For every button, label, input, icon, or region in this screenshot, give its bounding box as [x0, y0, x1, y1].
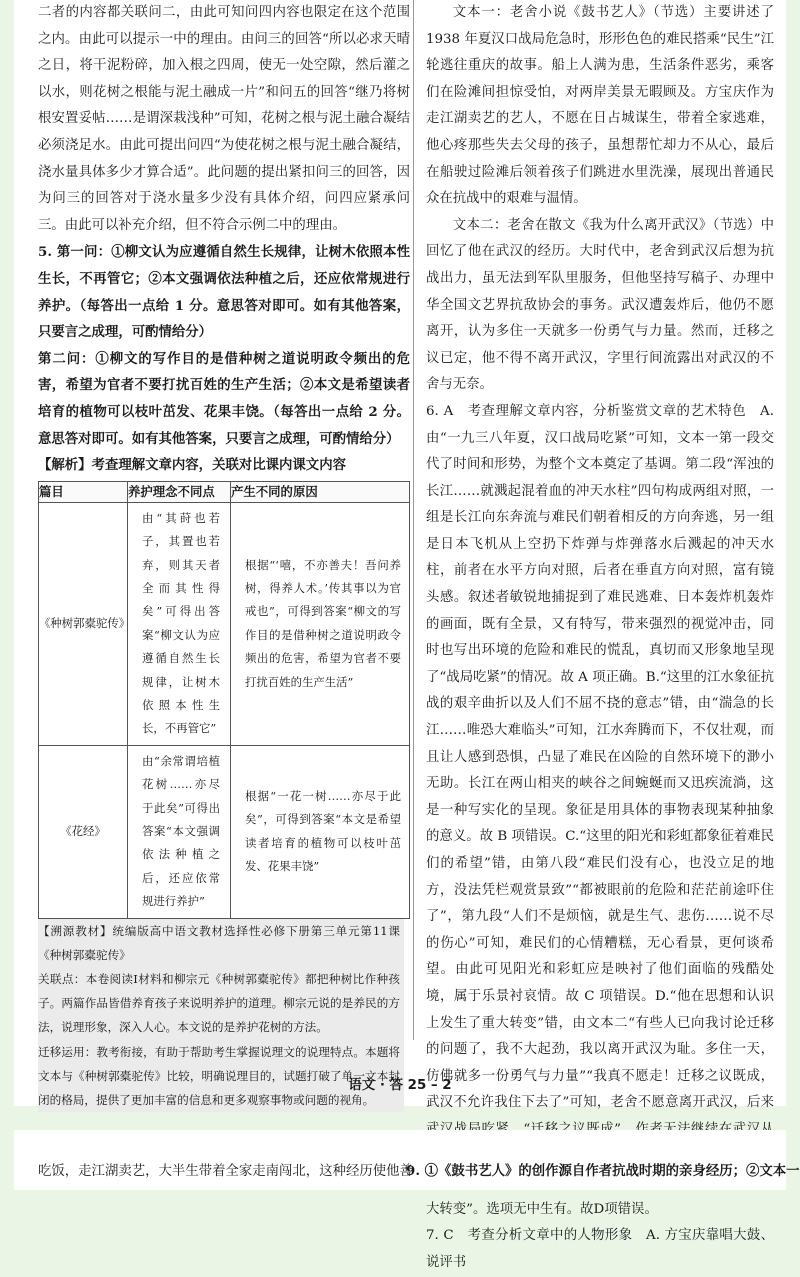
next-page-right-text: 9. ①《鼓书艺人》的创作源自作者抗战时期的亲身经历；②文本一	[406, 1163, 800, 1179]
source-text: 【溯源教材】统编版高中语文教材选择性必修下册第三单元第11课《种树郭橐驼传》	[38, 923, 400, 962]
table-header: 养护理念不同点	[128, 481, 231, 502]
table-cell-reason: 根据“‘嘻，不亦善夫！吾问养树，得养人术。’传其事以为官戒也”，可得到答案“柳文的写作目的是借种树之道说明政令频出的危害，希望为官者不要打扰百姓的生产生活”	[231, 502, 410, 745]
table-header: 产生不同的原因	[231, 481, 410, 502]
left-column	[38, 0, 410, 1112]
table-cell-reason: 根据“一花一树……亦尽于此矣”，可得到答案“本文是希望读者培育的植物可以枝叶茁发、花果丰饶”	[231, 745, 410, 918]
related-text: 关联点：本卷阅读Ⅰ材料和柳宗元《种树郭橐驼传》都把种树比作种孩子。两篇作品皆借养育孩子来说明养护的道理。柳宗元说的是养民的方法，说理形象，深入人心。本文说的是养护花树的方法。	[38, 972, 400, 1035]
table-cell-title: 《花经》	[39, 745, 128, 918]
table-header-row	[39, 481, 410, 502]
table-cell-idea: 由“其莳也若子，其置也若弃，则其天者全而其性得矣”可得出答案“柳文认为应遵循自然生长规律，让树木依照本性生长，不再管它”	[128, 502, 231, 745]
text2-summary: 文本二：老舍在散文《我为什么离开武汉》（节选）中回忆了他在武汉的经历。大时代中，老舍到武汉后想为抗战出力，虽无法到军队里服务，但他坚持写稿子、办理中华全国文艺界抗敌协会的事务。武汉遭轰炸后，他仍不愿离开，认为多住一天就多一份勇气与力量。然而，迁移之议已定，他不得不离开武汉，字里行间流露出对武汉的不舍与无奈。	[426, 217, 774, 393]
q4-analysis-text: 二者的内容都关联问二，由此可知问四内容也限定在这个范围之内。由此可以提示一中的理由。由问三的回答“所以必求天晴之日，将干泥粉碎，加入根之四周，使无一处空隙，然后灌之以水，则花树之根能与泥土融成一片”和问五的回答“继乃将树根安置妥帖……是谓深栽浅种”可知，花树之根与泥土融合凝结必须浇足水。由此可提出问四“为使花树之根与泥土融合凝结，浇水量具体多少才算合适”。此问题的提出紧扣问三的回答，因为问三的回答对于浇水量多少没有具体介绍，问四应紧承问三。由此可以补充介绍，但不符合示例二中的理由。	[38, 5, 410, 233]
comparison-table	[38, 481, 410, 919]
table-cell-title: 《种树郭橐驼传》	[39, 502, 128, 745]
table-cell-idea: 由“余常谓培植花树……亦尽于此矣”可得出答案“本文强调依法种植之后，还应依常规进行养护”	[128, 745, 231, 918]
q5-analysis-heading: 【解析】考查理解文章内容，关联对比课内课文内容	[38, 457, 346, 474]
table-row	[39, 745, 410, 918]
table-row	[39, 502, 410, 745]
q6-answer: 6. A 考查理解文章内容，分析鉴赏文章的艺术特色 A. 由“一九三八年夏，汉口战局吃紧”可知，文本一第一段交代了时间和形势，为整个文本奠定了基调。第二段“浑浊的长江……就溅起混着血的冲天水柱”四句构成两组对照，一组是长江向东奔流与难民们朝着相反的方向奔逃，另一组是日本飞机从上空扔下炸弹与炸弹落水后溅起的冲天水柱，前者在水平方向对照，后者在垂直方向对照，富有镜头感。叙述者敏锐地捕捉到了难民逃难、日本轰炸机轰炸的画面，既有全景，又有特写，带来强烈的视觉冲击，同时也写出环境的危险和难民的慌乱，真切而又形象地呈现了“战局吃紧”的情况。故 A 项正确。B.“这里的江水象征抗战的艰辛曲折以及人们不屈不挠的意志”错，由“湍急的长江……唯恐大难临头”可知，江水奔腾而下，不仅壮观，而且让人感到恐惧，凸显了难民在凶险的自然环境下的渺小无助。长江在两山相夹的峡谷之间蜿蜒而又迅疾流淌，这是一种写实化的呈现。象征是用具体的事物表现某种抽象的意义。故 B 项错误。C.“这里的阳光和彩虹都象征着难民们的希望”错，由第八段“难民们没有心，也没立足的地方，没法凭栏观赏景致”“都被眼前的危险和茫茫前途吓住了”，第九段“人们不是烦恼，就是生气、悲伤……说不尽的伤心”可知，难民们的心情糟糕，无心看景，更何谈希望。由此可见阳光和彩虹应是映衬了他们面临的残酷处境，属于乐景衬哀情。故 C 项错误。D.“他在思想和认识上发生了重大转变”错，由文本二“有些人已向我讨论迁移的问题了，我不大起劲，我以离开武汉为耻。多住一天，仿佛就多一份勇气与力量”“我真不愿走！迁移之议既成，武汉不允许我住下去了”可知，老舍不愿意离开武汉，后来 大转变”。选项无中生有。故D项错误。	[426, 403, 774, 1217]
column-divider	[413, 0, 414, 1040]
q7-answer: 7. C 考查分析文章中的人物形象 A. 方宝庆靠唱大鼓、说评书	[426, 1228, 774, 1270]
q5-first-answer: 5. 第一问：①柳文认为应遵循自然生长规律，让树木依照本性生长，不再管它；②本文强调依法种植之后，还应依常规进行养护。（每答出一点给 1 分。意思答对即可。如有其他答案，只要言之成理，可酌情给分）	[38, 244, 410, 341]
table-header: 篇目	[39, 481, 128, 502]
q5-second-answer: 第二问：①柳文的写作目的是借种树之道说明政令频出的危害，希望为官者不要打扰百姓的生产生活；②本文是希望读者培育的植物可以枝叶茁发、花果丰饶。（每答出一点给 2 分。意思答对即可。如有其他答案，只要言之成理，可酌情给分）	[38, 350, 410, 447]
transfer-text: 迁移运用：教考衔接，有助于帮助考生掌握说理文的说理特点。本题将文本与《种树郭橐驼传》比较，明确说理目的，试题打破了单一文本封闭的格局，提供了更加丰富的信息和更多观察事物或问题的视角。	[38, 1044, 400, 1108]
page-footer: 语文 · 答 25 – 2	[348, 1078, 452, 1093]
text1-summary: 文本一：老舍小说《鼓书艺人》（节选）主要讲述了 1938 年夏汉口战局危急时，形形色色的难民搭乘“民生”江轮逃往重庆的故事。船上人满为患，生活条件恶劣，乘客们在险滩间担惊受怕，对两岸美景无暇顾及。方宝庆作为走江湖卖艺的艺人，不愿在日占城谋生，带着全家逃难，他心疼那些失去父母的孩子，虽想帮忙却力不从心，最后在船驶过险滩后领着孩子们跳进水里洗澡，展现出普通民众在抗战中的艰难与温情。	[426, 5, 774, 207]
next-page-left-text: 吃饭，走江湖卖艺，大半生带着全家走南闯北，这种经历使他善	[38, 1164, 413, 1179]
